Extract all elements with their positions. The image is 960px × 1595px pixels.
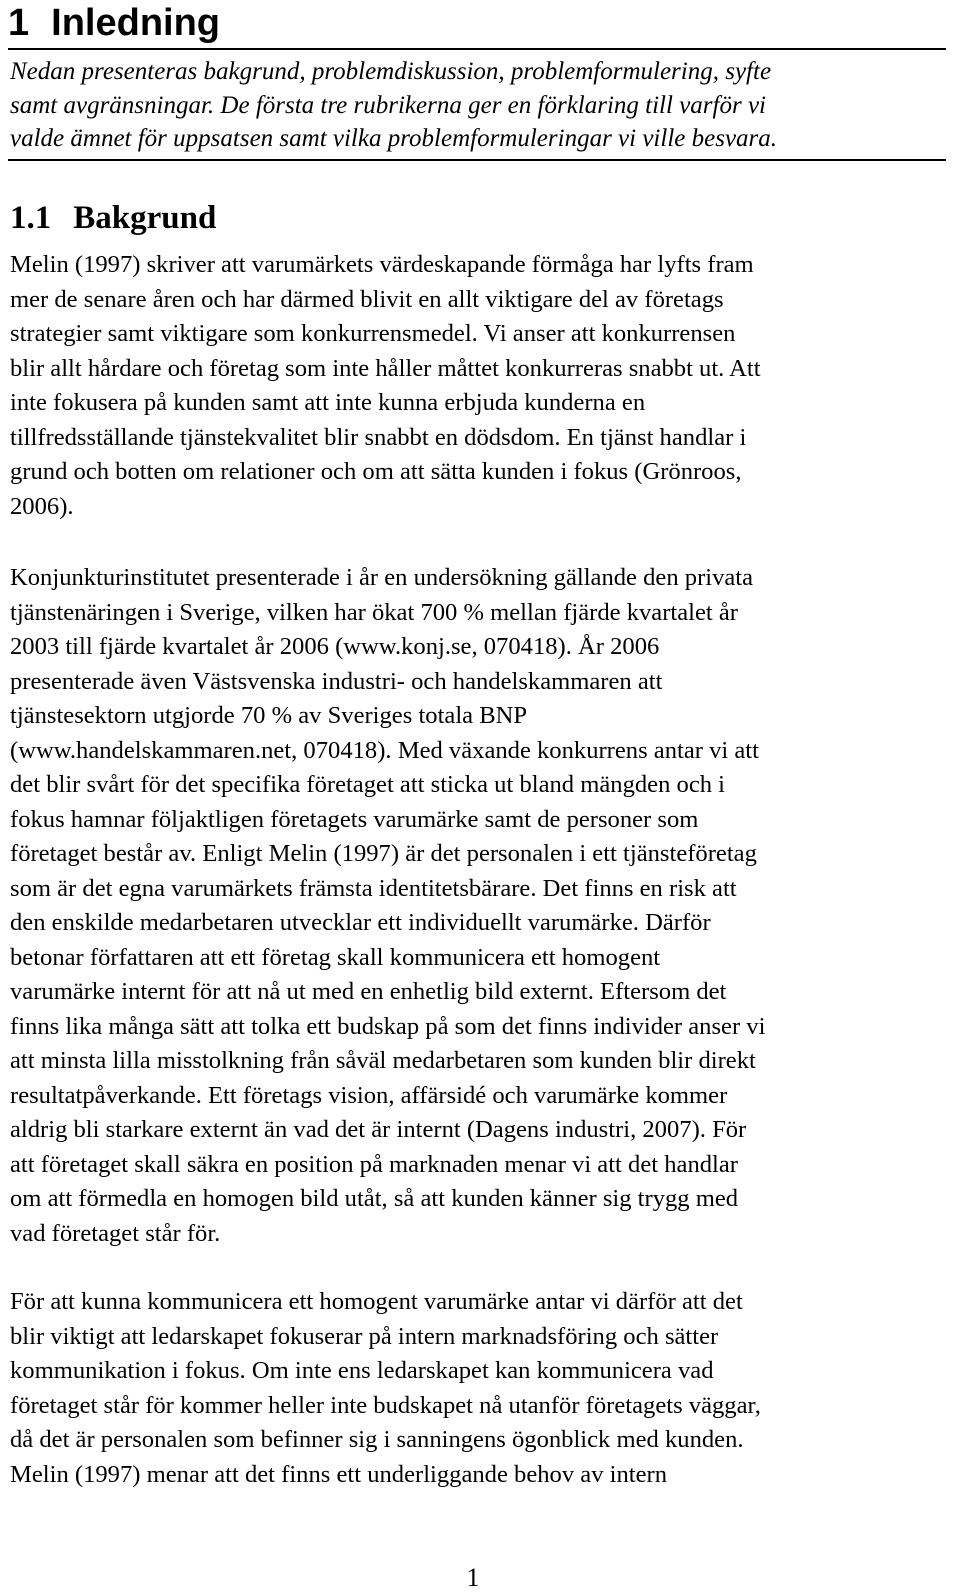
- paragraph-line: (www.handelskammaren.net, 070418). Med växande konkurrens antar vi att: [10, 736, 759, 764]
- section-title: Bakgrund: [73, 200, 217, 236]
- chapter-divider-bottom: [8, 159, 946, 161]
- page-number: 1: [466, 1563, 480, 1592]
- paragraph-line: strategier samt viktigare som konkurrensmedel. Vi anser att konkurrensen: [10, 320, 736, 347]
- paragraph-3: [10, 1285, 950, 1492]
- paragraph-line: För att kunna kommunicera ett homogent varumärke antar vi därför att det: [10, 1288, 743, 1315]
- paragraph-line: resultatpåverkande. Ett företags vision, affärsidé och varumärke kommer: [10, 1081, 728, 1109]
- section-number: 1.1: [10, 200, 52, 236]
- paragraph-line: finns lika många sätt att tolka ett budskap på som det finns individer anser vi: [10, 1012, 766, 1040]
- paragraph-line: grund och botten om relationer och om att sätta kunden i fokus (Grönroos,: [10, 458, 742, 485]
- paragraph-line: kommunikation i fokus. Om inte ens ledarskapet kan kommunicera vad: [10, 1357, 714, 1384]
- paragraph-line: varumärke internt för att nå ut med en enhetlig bild externt. Eftersom det: [10, 978, 727, 1005]
- paragraph-line: inte fokusera på kunden samt att inte kunna erbjuda kunderna en: [10, 389, 646, 416]
- paragraph-line: då det är personalen som befinner sig i sanningens ögonblick med kunden.: [10, 1426, 744, 1453]
- paragraph-line: tillfredsställande tjänstekvalitet blir snabbt en dödsdom. En tjänst handlar i: [10, 423, 747, 451]
- intro-line: valde ämnet för uppsatsen samt vilka problemformuleringar vi ville besvara.: [10, 125, 778, 152]
- chapter-title: Inledning: [51, 2, 221, 44]
- paragraph-line: fokus hamnar följaktligen företagets varumärke samt de personer som: [10, 805, 699, 833]
- paragraph-line: företaget består av. Enligt Melin (1997) är det personalen i ett tjänsteföretag: [10, 840, 757, 867]
- paragraph-line: tjänstenäringen i Sverige, vilken har ökat 700 % mellan fjärde kvartalet år: [10, 598, 738, 626]
- paragraph-line: Melin (1997) menar att det finns ett underliggande behov av intern: [10, 1460, 668, 1488]
- paragraph-line: aldrig bli starkare externt än vad det är internt (Dagens industri, 2007). För: [10, 1116, 747, 1143]
- paragraph-line: den enskilde medarbetaren utvecklar ett individuellt varumärke. Därför: [10, 909, 711, 936]
- paragraph-line: blir viktigt att ledarskapet fokuserar på intern marknadsföring och sätter: [10, 1322, 719, 1350]
- paragraph-2: [10, 561, 950, 1251]
- paragraph-line: presenterade även Västsvenska industri- och handelskammaren att: [10, 667, 663, 695]
- paragraph-line: 2003 till fjärde kvartalet år 2006 (www.konj.se, 070418). År 2006: [10, 633, 660, 660]
- chapter-number: 1: [8, 2, 30, 44]
- paragraph-line: att företaget skall säkra en position på marknaden menar vi att det handlar: [10, 1150, 738, 1178]
- intro-line: samt avgränsningar. De första tre rubrikerna ger en förklaring till varför vi: [10, 91, 766, 119]
- paragraph-line: Melin (1997) skriver att varumärkets värdeskapande förmåga har lyfts fram: [10, 251, 754, 278]
- paragraph-line: blir allt hårdare och företag som inte håller måttet konkurreras snabbt ut. Att: [10, 354, 761, 382]
- paragraph-line: betonar författaren att ett företag skall kommunicera ett homogent: [10, 943, 661, 971]
- paragraph-line: företaget står för kommer heller inte budskapet nå utanför företagets väggar,: [10, 1391, 761, 1419]
- paragraph-line: mer de senare åren och har därmed blivit en allt viktigare del av företags: [10, 285, 724, 313]
- paragraph-line: tjänstesektorn utgjorde 70 % av Sveriges totala BNP: [10, 702, 528, 729]
- paragraph-line: att minsta lilla misstolkning från såväl medarbetaren som kunden blir direkt: [10, 1047, 756, 1074]
- paragraph-line: Konjunkturinstitutet presenterade i år en undersökning gällande den privata: [10, 564, 754, 591]
- paragraph-line: det blir svårt för det specifika företaget att sticka ut bland mängden och i: [10, 771, 726, 798]
- section-heading: [10, 196, 216, 240]
- paragraph-line: vad företaget står för.: [10, 1219, 221, 1247]
- paragraph-1: [10, 248, 950, 524]
- chapter-intro: [10, 55, 946, 156]
- paragraph-line: om att förmedla en homogen bild utåt, så att kunden känner sig trygg med: [10, 1185, 739, 1212]
- intro-line: Nedan presenteras bakgrund, problemdiskussion, problemformulering, syfte: [10, 58, 772, 85]
- paragraph-line: som är det egna varumärkets främsta identitetsbärare. Det finns en risk att: [10, 874, 737, 902]
- chapter-divider-top: [8, 48, 946, 50]
- chapter-heading: [8, 0, 948, 46]
- paragraph-line: 2006).: [10, 492, 74, 520]
